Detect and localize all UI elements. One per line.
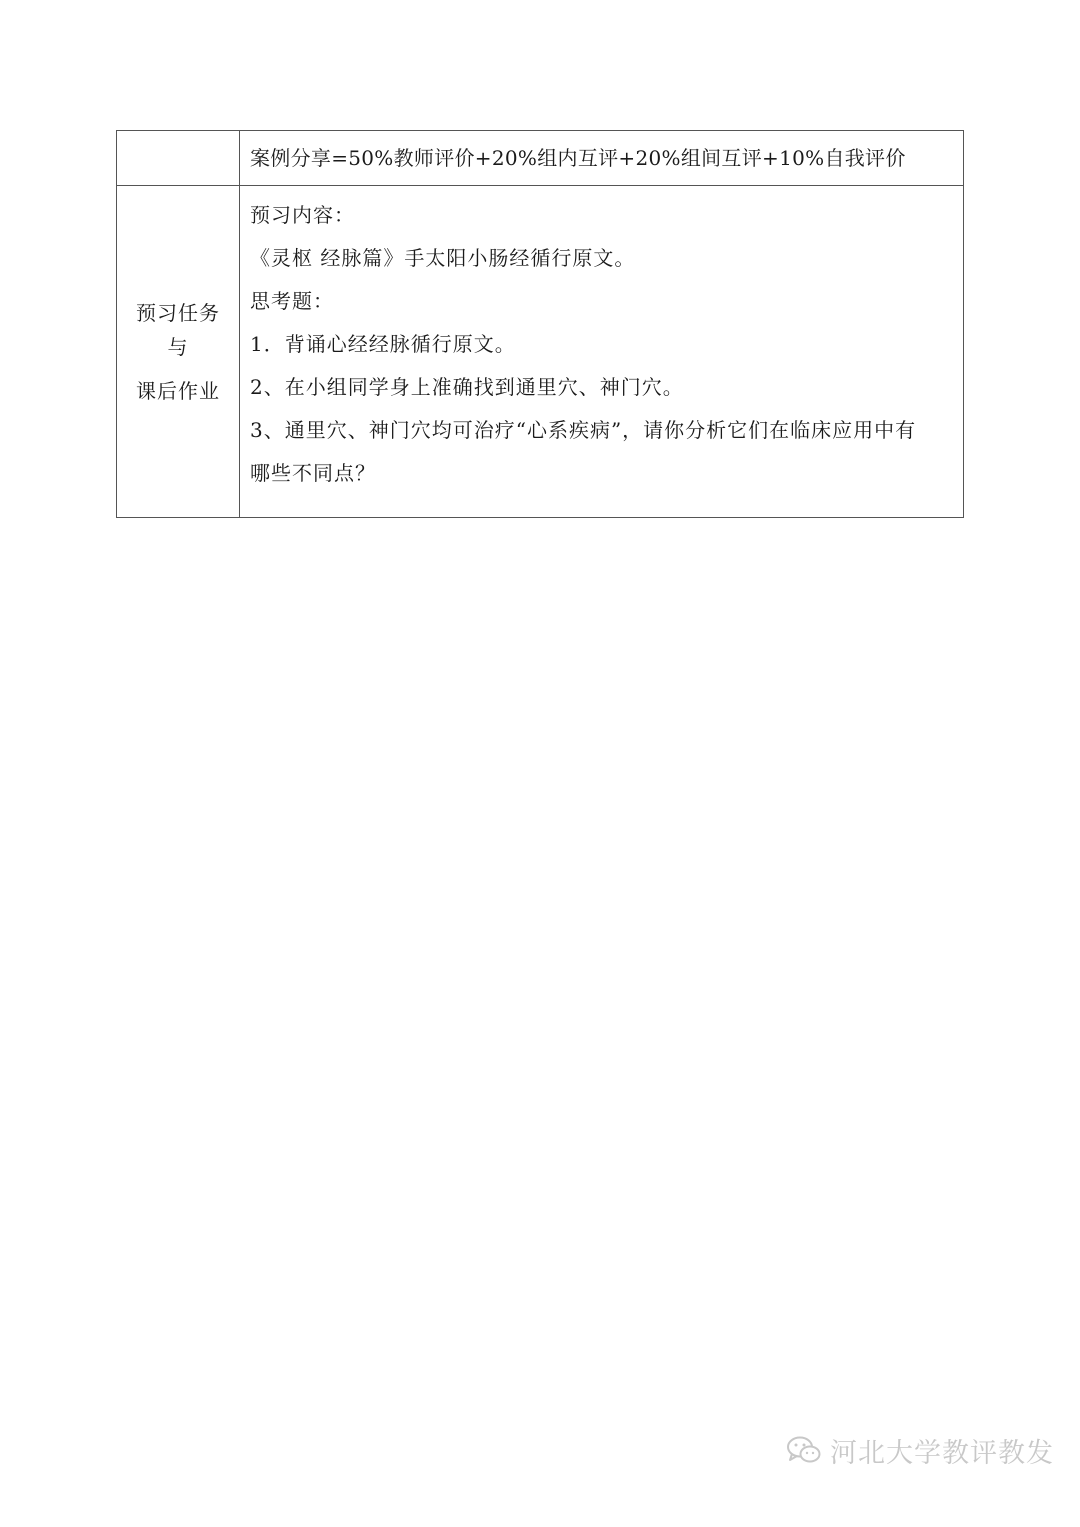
- table-row-homework: [117, 186, 964, 518]
- preview-content: 《灵枢 经脉篇》手太阳小肠经循行原文。: [250, 246, 636, 270]
- question-2: 2、在小组同学身上准确找到通里穴、神门穴。: [250, 375, 684, 399]
- wechat-icon: [786, 1435, 822, 1465]
- preview-heading: 预习内容：: [250, 203, 355, 227]
- watermark-text: 河北大学教评教发: [830, 1437, 1054, 1469]
- evaluation-formula-cell: 案例分享=50%教师评价+20%组内互评+20%组间互评+10%自我评价: [240, 131, 964, 186]
- evaluation-label-cell: [117, 131, 240, 186]
- homework-label-line-2: 与: [167, 334, 189, 359]
- question-3-line-2: 哪些不同点？: [250, 461, 376, 485]
- homework-label-line-1: 预习任务: [136, 300, 220, 325]
- question-3-line-1: 3、通里穴、神门穴均可治疗“心系疾病”，请你分析它们在临床应用中有: [250, 418, 917, 442]
- watermark: [786, 1430, 1054, 1470]
- homework-label-line-3: 课后作业: [136, 378, 220, 403]
- table-row-evaluation: [117, 131, 964, 186]
- question-1: 1．背诵心经经脉循行原文。: [250, 332, 516, 356]
- questions-heading: 思考题：: [250, 289, 334, 313]
- homework-content-cell: [240, 186, 964, 518]
- lesson-plan-table: [116, 130, 964, 518]
- homework-label-cell: [117, 186, 240, 518]
